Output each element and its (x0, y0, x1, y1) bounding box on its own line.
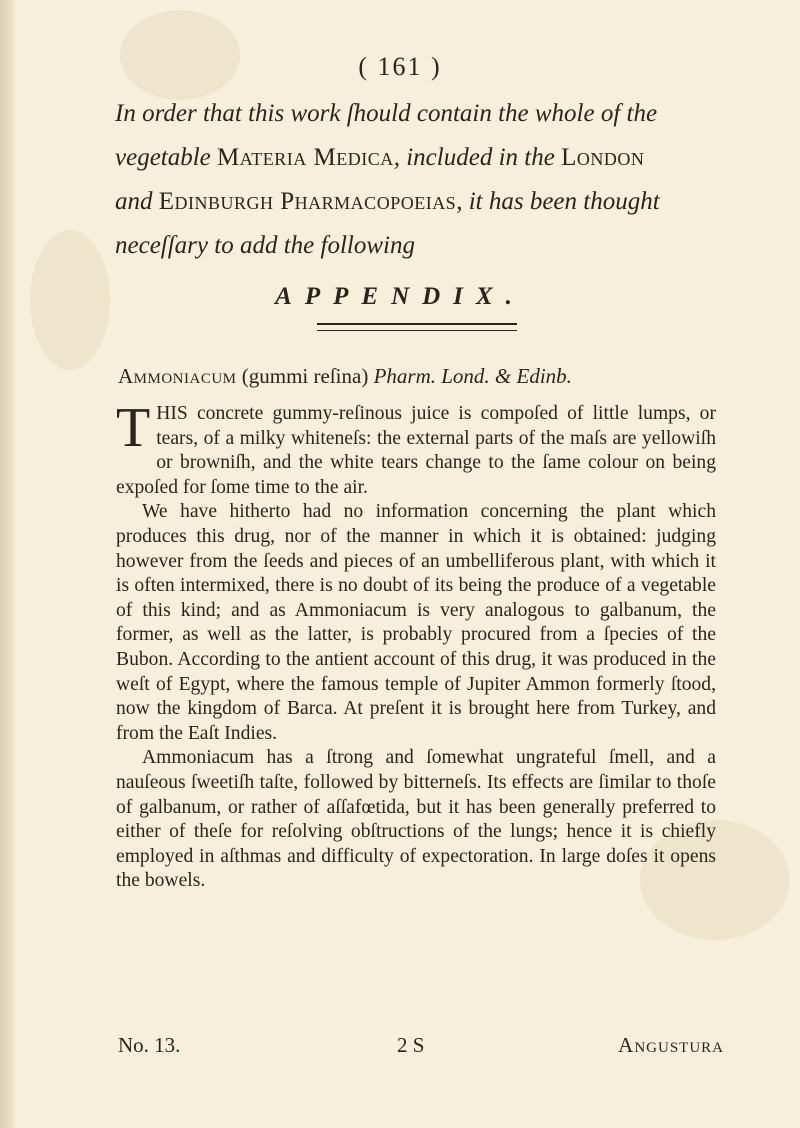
paragraph: We have hitherto had no information concerning the plant which produces this drug, nor of the manner in which it is obtained: judging however from the ſeeds and pieces of an umbelliferous plant, with which it is often intermixed, there is no doubt of its being the produce of a vegetable of this kind; and as Ammoniacum is very analogous to galbanum, the former, as well as the latter, is probably procured from a ſpecies of the Bubon. According to the antient account of this drug, it was produced in the weſt of Egypt, where the famous temple of Jupiter Ammon formerly ſtood, now the kingdom of Barca. At preſent it is brought here from Turkey, and from the Eaſt Indies. (116, 501, 716, 744)
signature-mark: 2 S (397, 1033, 425, 1057)
intro-line: and Edinburgh Pharmacopoeias, it has been thought (115, 188, 660, 215)
entry-latin: (gummi reſina) (236, 364, 374, 388)
intro-line: neceſſary to add the following (115, 232, 415, 259)
appendix-heading: APPENDIX. (275, 283, 525, 310)
paragraph: THIS concrete gummy-reſinous juice is compoſed of little lumps, or tears, of a milky whiteneſs: the external parts of the maſs are yellowiſh or browniſh, and the white tears change to the ſame colour on being expoſed for ſome time to the air. (116, 397, 716, 498)
page-edge (0, 0, 14, 1128)
intro-statement (115, 92, 715, 268)
paragraph: Ammoniacum has a ſtrong and ſomewhat ungrateful ſmell, and a nauſeous ſweetiſh taſte, followed by bitterneſs. Its effects are ſimilar to thoſe of galbanum, or rather of aſſafœtida, but it has been generally preferred to either of theſe for reſolving obſtructions of the lungs; hence it is chiefly employed in aſthmas and difficulty of expectoration. In large doſes it opens the bowels. (116, 747, 716, 892)
section-rule (317, 323, 517, 331)
intro-line: vegetable Materia Medica, included in the London (115, 144, 645, 171)
entry-body (116, 397, 716, 894)
entry-reference: Pharm. Lond. & Edinb. (373, 364, 572, 388)
page-footer (118, 1033, 724, 1059)
page-number: ( 161 ) (358, 52, 442, 81)
drop-cap: T (116, 397, 151, 459)
entry-name: Ammoniacum (118, 364, 237, 388)
catchword: Angustura (618, 1033, 724, 1057)
entry-heading (118, 364, 718, 389)
intro-line: In order that this work ſhould contain the whole of the (115, 100, 658, 127)
signature-number: No. 13. (118, 1033, 181, 1057)
